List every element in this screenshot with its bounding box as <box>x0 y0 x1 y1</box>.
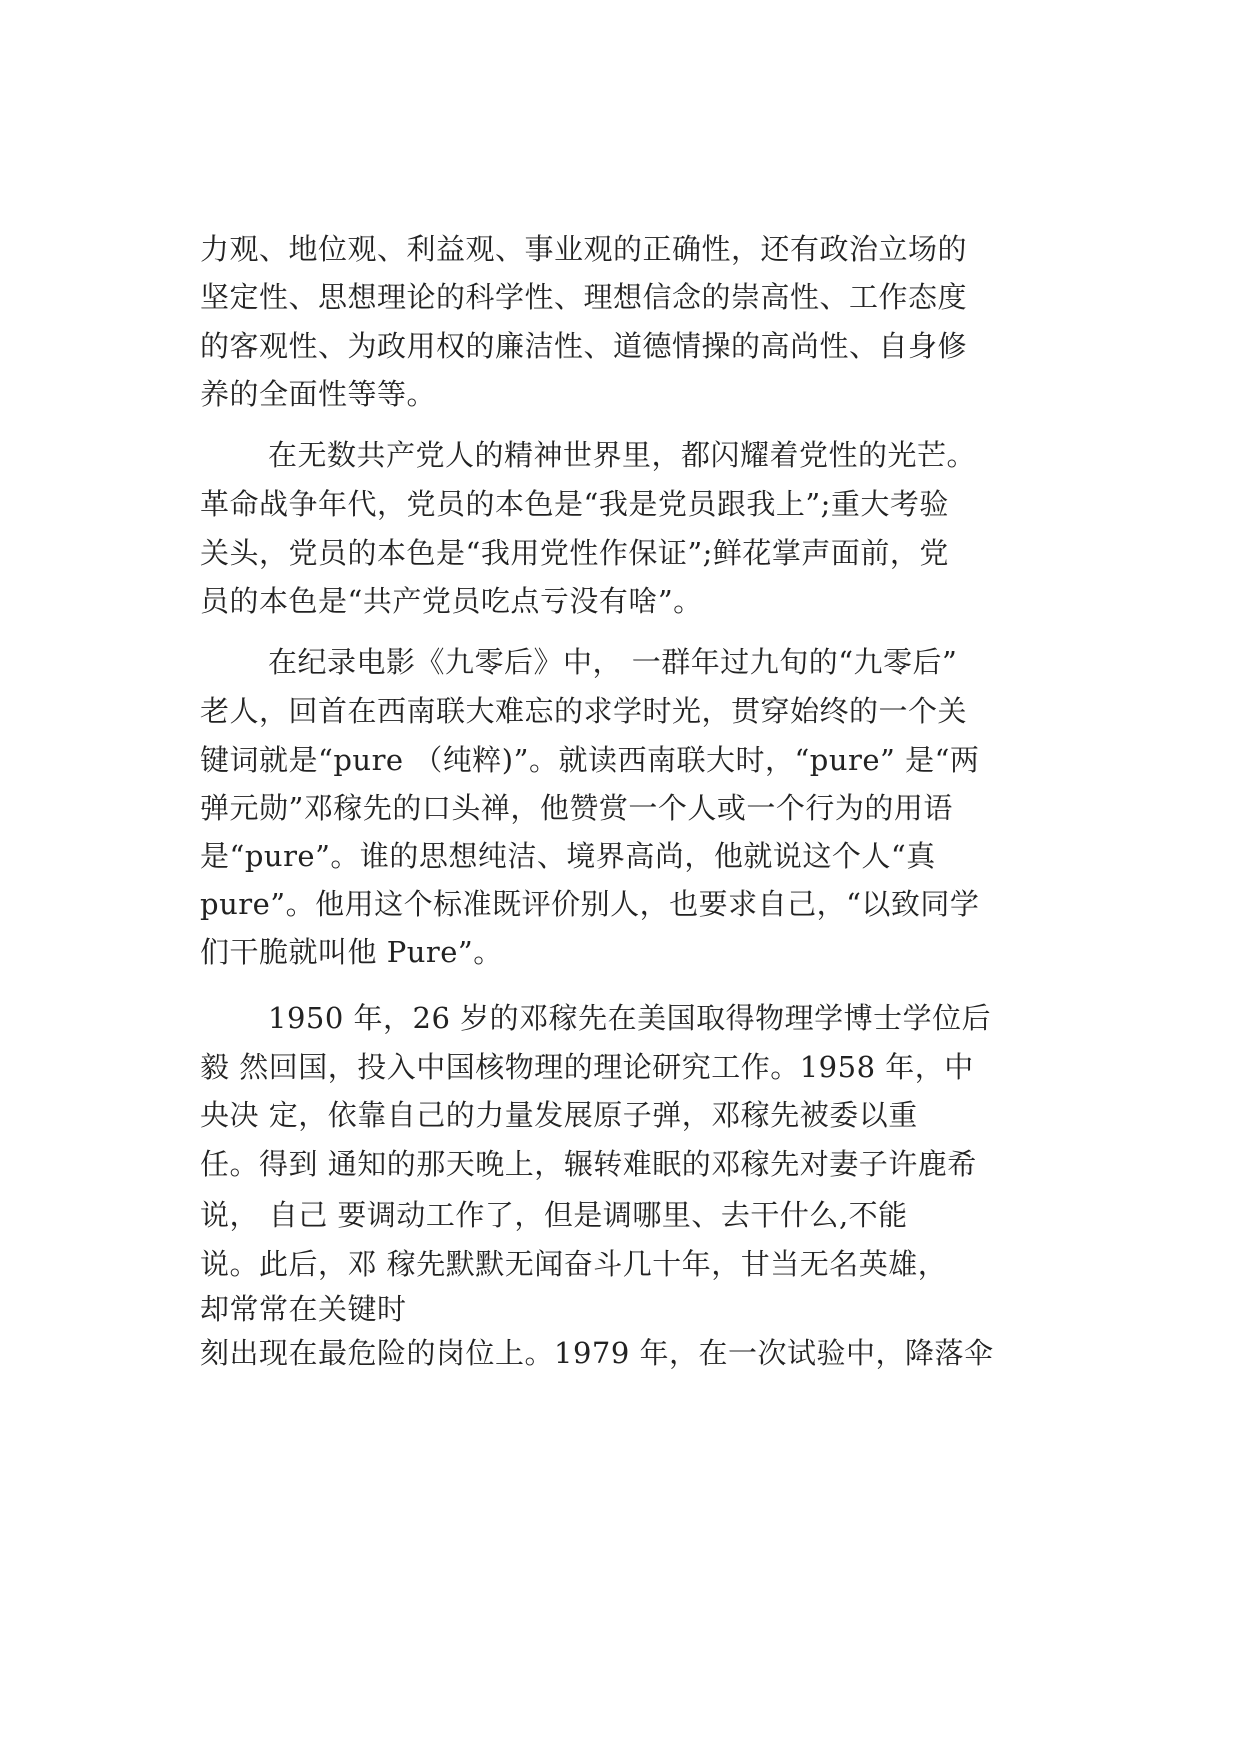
text-line: 革命战争年代，党员的本色是“我是党员跟我上”;重大考验 <box>200 487 949 521</box>
text-line: 们干脆就叫他 Pure”。 <box>200 935 503 969</box>
paragraph-first-line: 在纪录电影《九零后》中， 一群年过九旬的“九零后” <box>268 645 958 679</box>
text-line: 老人，回首在西南联大难忘的求学时光，贯穿始终的一个关 <box>200 694 968 728</box>
text-line: 却常常在关键时 <box>200 1292 407 1326</box>
text-line: 刻出现在最危险的岗位上。1979 年，在一次试验中，降落伞 <box>200 1336 994 1370</box>
text-line: 毅 然回国，投入中国核物理的理论研究工作。1958 年，中 <box>200 1050 974 1084</box>
text-line: 员的本色是“共产党员吃点亏没有啥”。 <box>200 584 703 618</box>
text-line: pure”。他用这个标准既评价别人，也要求自己，“以致同学 <box>200 887 980 921</box>
text-line: 键词就是“pure （纯粹)”。就读西南联大时，“pure” 是“两 <box>200 743 980 777</box>
text-line: 力观、地位观、利益观、事业观的正确性，还有政治立场的 <box>200 232 968 266</box>
paragraph-first-line: 在无数共产党人的精神世界里，都闪耀着党性的光芒。 <box>268 438 977 472</box>
text-line: 央决 定，依靠自己的力量发展原子弹，邓稼先被委以重 <box>200 1098 918 1132</box>
text-line: 任。得到 通知的那天晚上，辗转难眠的邓稼先对妻子许鹿希 <box>200 1147 977 1181</box>
text-line: 关头，党员的本色是“我用党性作保证”;鲜花掌声面前，党 <box>200 536 949 570</box>
text-line: 养的全面性等等。 <box>200 377 437 411</box>
text-line: 说。此后，邓 稼先默默无闻奋斗几十年，甘当无名英雄， <box>200 1247 948 1281</box>
paragraph-first-line: 1950 年，26 岁的邓稼先在美国取得物理学博士学位后 <box>268 1001 992 1035</box>
text-line: 坚定性、思想理论的科学性、理想信念的崇高性、工作态度 <box>200 280 968 314</box>
text-line: 说， 自己 要调动工作了，但是调哪里、去干什么,不能 <box>200 1198 908 1232</box>
text-line: 弹元勋”邓稼先的口头禅，他赞赏一个人或一个行为的用语 <box>200 791 953 825</box>
text-line: 是“pure”。谁的思想纯洁、境界高尚，他就说这个人“真 <box>200 839 936 873</box>
text-line: 的客观性、为政用权的廉洁性、道德情操的高尚性、自身修 <box>200 329 968 363</box>
